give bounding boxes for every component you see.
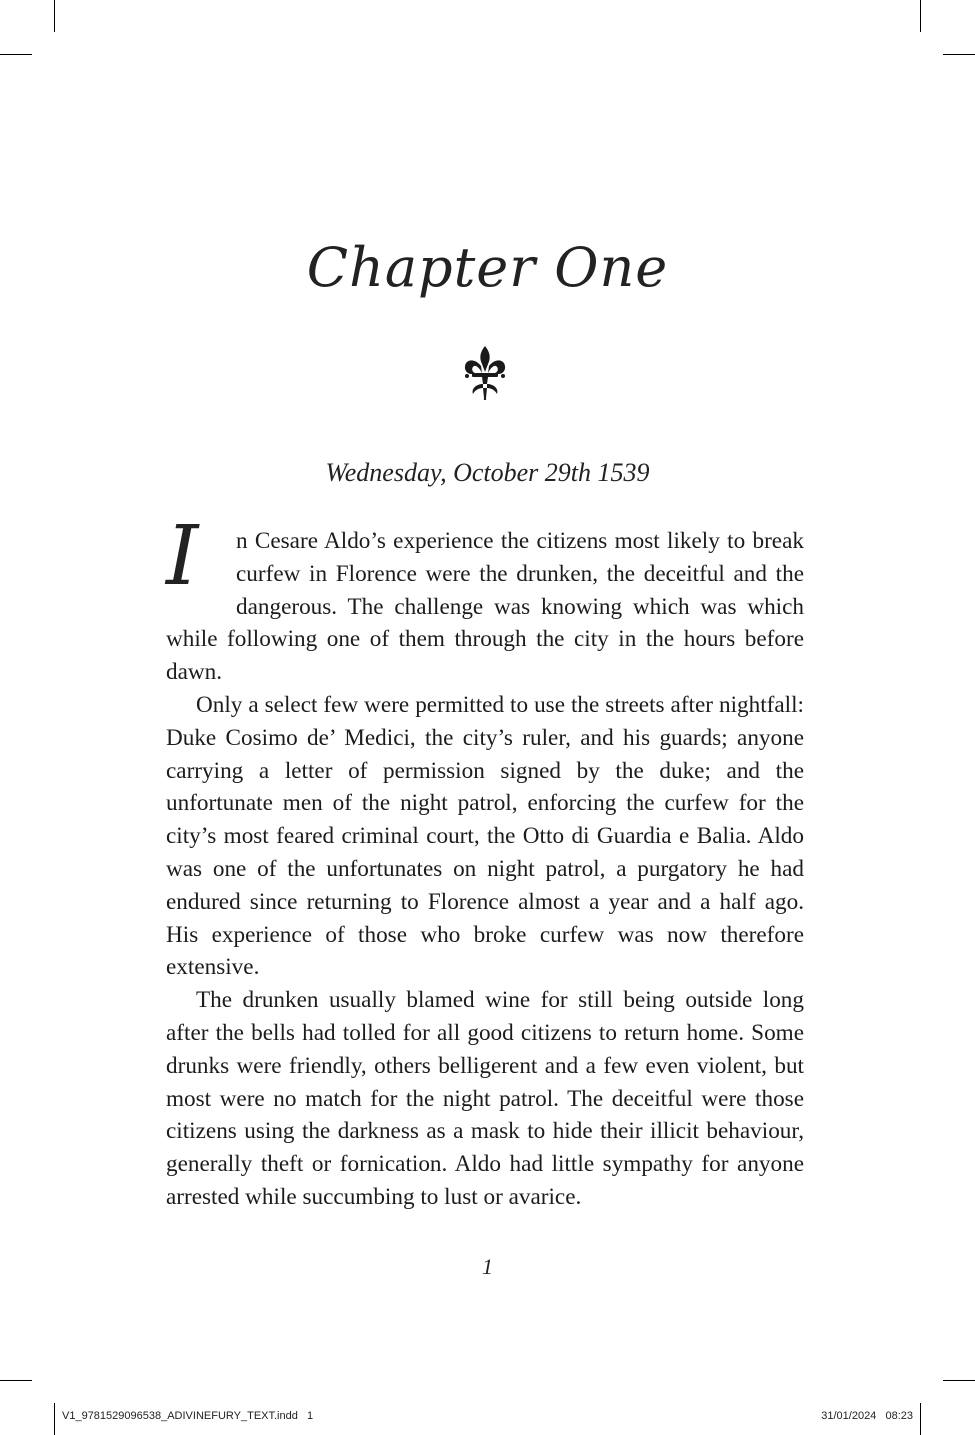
slug-filename: V1_9781529096538_ADIVINEFURY_TEXT.indd 1 [62, 1410, 314, 1422]
crop-mark-top-left-h [0, 54, 32, 55]
fleur-de-lis-icon [461, 344, 509, 400]
chapter-date: Wednesday, October 29th 1539 [325, 458, 650, 487]
crop-mark-bottom-right-h [943, 1380, 975, 1381]
crop-mark-top-right-h [943, 54, 975, 55]
drop-cap: I [166, 509, 199, 604]
crop-mark-bottom-left-h [0, 1380, 32, 1381]
page-number: 1 [482, 1254, 493, 1279]
crop-mark-top-left [54, 0, 55, 32]
crop-mark-bottom-right [920, 1403, 921, 1435]
crop-mark-top-right [920, 0, 921, 32]
paragraph-3: The drunken usually blamed wine for still being outside long after the bells had tolled for all good citizens to return home. Some drunks were friendly, others belligerent and a few even violent, but most were no match for the night patrol. The deceitful were those citizens using the darkness as a mask to hide their illicit behaviour, generally theft or fornication. Aldo had little sympathy for anyone arrested while succumbing to lust or avarice. [166, 987, 804, 1210]
paragraph-2: Only a select few were permitted to use the streets after nightfall: Duke Cosimo de’ Medici, the city’s ruler, and his guards; anyone carrying a letter of permission signed by the duke; and the unfortunate men of the night patrol, enforcing the curfew for the city’s most feared criminal court, the Otto di Guardia e Balia. Aldo was one of the unfortunates on night patrol, a purgatory he had endured since returning to Florence almost a year and a half ago. His experience of those who broke curfew was now therefore extensive. [166, 691, 804, 981]
chapter-title: Chapter One [306, 236, 669, 299]
chapter-body [166, 509, 804, 1214]
crop-mark-bottom-left [54, 1403, 55, 1435]
paragraph-1 [166, 509, 804, 689]
slug-timestamp: 31/01/2024 08:23 [821, 1410, 913, 1422]
paragraph-1-text: n Cesare Aldo’s experience the citizens most likely to break curfew in Florence were the drunken, the deceitful and the dangerous. The challenge was knowing which was which while following one of them through the city in the hours before dawn. [166, 528, 804, 686]
